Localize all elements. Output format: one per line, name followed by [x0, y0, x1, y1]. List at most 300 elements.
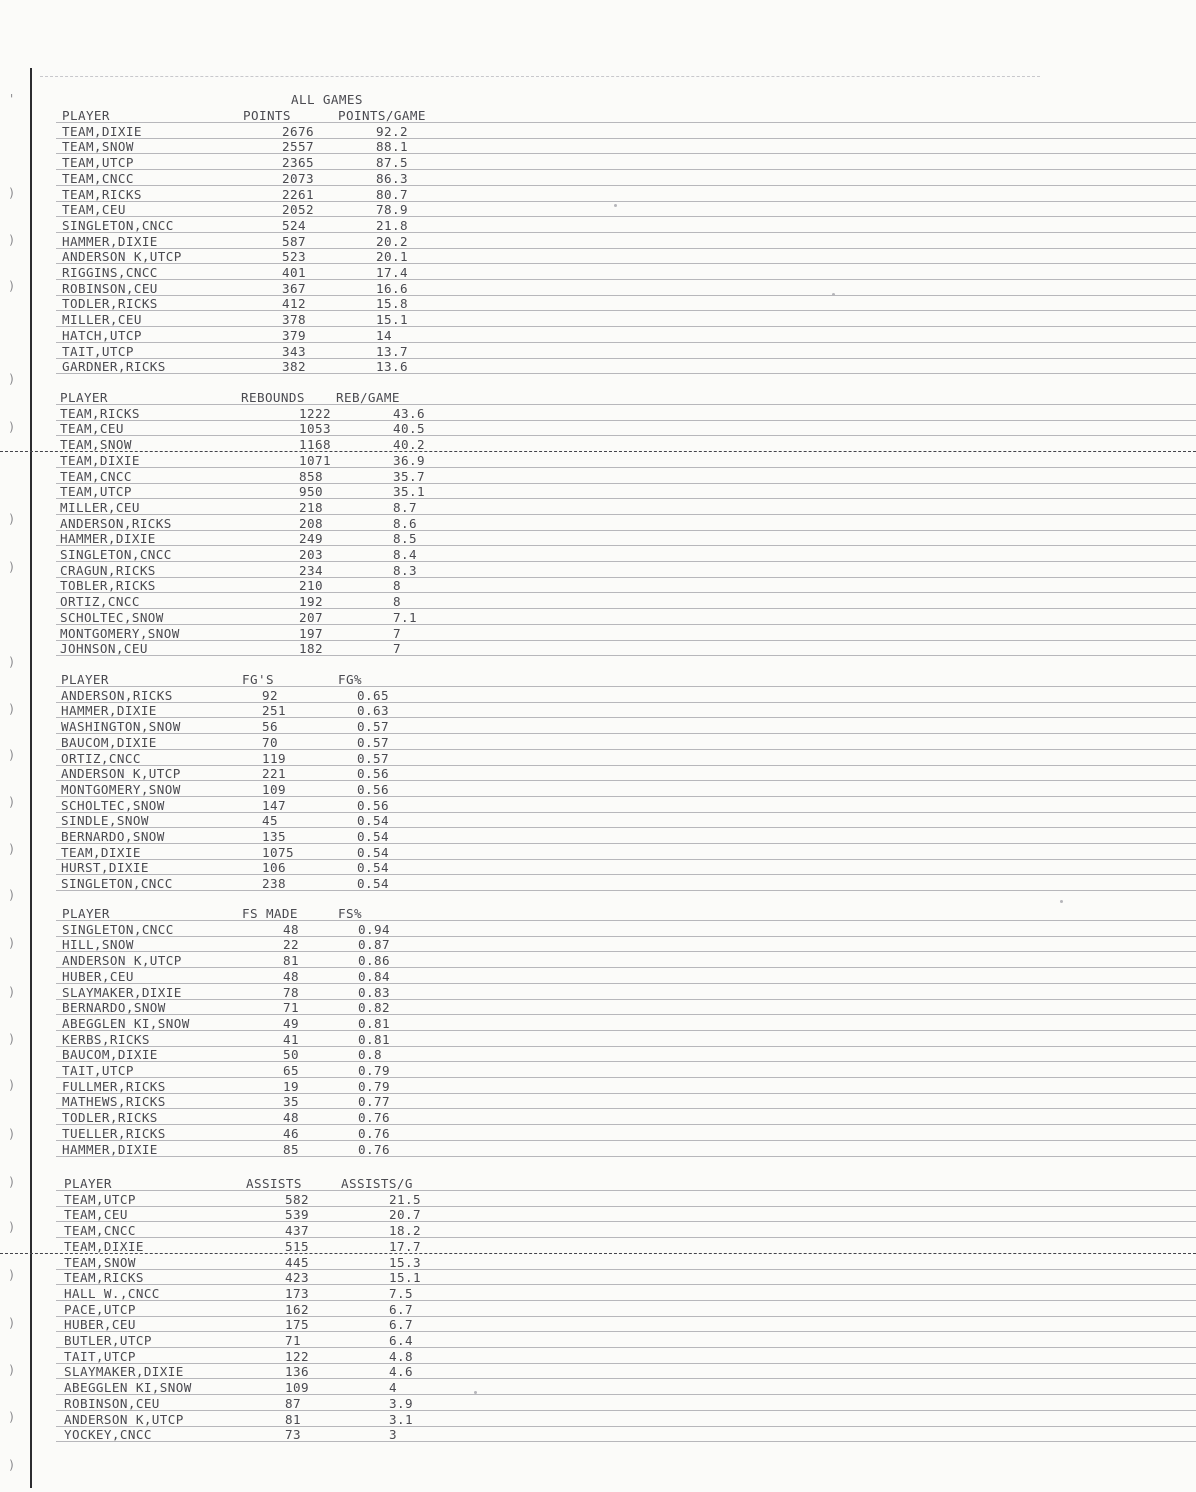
stat-rate: 8 — [393, 578, 401, 594]
player-name: YOCKEY,CNCC — [64, 1427, 152, 1443]
table-row — [0, 124, 1196, 140]
player-name: TEAM,DIXIE — [62, 123, 142, 139]
paper-speck — [832, 293, 835, 296]
table-row — [0, 453, 1196, 469]
stat-rate: 0.56 — [357, 766, 389, 782]
player-name: TEAM,SNOW — [60, 437, 132, 453]
stat-rate: 8.6 — [393, 515, 417, 531]
stat-rate: 15.1 — [389, 1270, 421, 1286]
stat-rate: 15.8 — [376, 296, 408, 312]
player-name: TEAM,CEU — [64, 1207, 128, 1223]
stat-total: 524 — [282, 217, 306, 233]
stat-rate: 4 — [389, 1380, 397, 1396]
player-name: HAMMER,DIXIE — [62, 233, 158, 249]
stat-rate: 3.9 — [389, 1395, 413, 1411]
stat-rate: 0.76 — [358, 1125, 390, 1141]
stat-total: 46 — [283, 1125, 299, 1141]
stat-rate: 0.94 — [358, 921, 390, 937]
table-row — [0, 281, 1196, 297]
stat-total: 73 — [285, 1427, 301, 1443]
column-header: FS% — [338, 906, 362, 921]
stat-rate: 3 — [389, 1427, 397, 1443]
stat-total: 437 — [285, 1223, 309, 1239]
stat-rate: 8 — [393, 594, 401, 610]
stat-rate: 15.1 — [376, 312, 408, 328]
table-row — [0, 218, 1196, 234]
table-row — [0, 703, 1196, 719]
player-name: MONTGOMERY,SNOW — [60, 625, 180, 641]
stat-rate: 0.56 — [357, 797, 389, 813]
stat-total: 70 — [262, 734, 278, 750]
table-row — [0, 1255, 1196, 1271]
player-name: TEAM,CNCC — [62, 170, 134, 186]
stat-rate: 35.1 — [393, 484, 425, 500]
table-row — [0, 437, 1196, 453]
player-name: MILLER,CEU — [60, 499, 140, 515]
player-name: TAIT,UTCP — [64, 1348, 136, 1364]
stat-rate: 0.87 — [358, 937, 390, 953]
player-name: SLAYMAKER,DIXIE — [64, 1364, 184, 1380]
stat-total: 1053 — [299, 421, 331, 437]
stat-rate: 0.76 — [358, 1110, 390, 1126]
table-row — [0, 1063, 1196, 1079]
table-row — [0, 845, 1196, 861]
stat-total: 147 — [262, 797, 286, 813]
player-name: HAMMER,DIXIE — [60, 531, 156, 547]
table-row — [0, 985, 1196, 1001]
table-row — [0, 829, 1196, 845]
stat-total: 251 — [262, 703, 286, 719]
table-row — [0, 860, 1196, 876]
stat-total: 203 — [299, 547, 323, 562]
column-header: ASSISTS — [246, 1176, 302, 1191]
table-row — [0, 1349, 1196, 1365]
column-header: PLAYER — [62, 906, 110, 921]
stat-total: 71 — [283, 1000, 299, 1016]
stat-total: 35 — [283, 1094, 299, 1110]
stat-total: 122 — [285, 1348, 309, 1364]
player-name: WASHINGTON,SNOW — [61, 719, 181, 735]
stat-total: 423 — [285, 1270, 309, 1286]
player-name: TEAM,UTCP — [64, 1191, 136, 1207]
stat-total: 85 — [283, 1141, 299, 1157]
stat-total: 197 — [299, 625, 323, 641]
stat-total: 412 — [282, 296, 306, 312]
stat-total: 523 — [282, 249, 306, 265]
table-row — [0, 516, 1196, 532]
player-name: SCHOLTEC,SNOW — [61, 797, 165, 813]
table-row — [0, 641, 1196, 657]
stat-rate: 21.5 — [389, 1191, 421, 1207]
player-name: ORTIZ,CNCC — [60, 594, 140, 610]
stat-rate: 0.79 — [358, 1078, 390, 1094]
table-row — [0, 359, 1196, 375]
stat-rate: 7.5 — [389, 1285, 413, 1301]
stat-rate: 20.1 — [376, 249, 408, 265]
stat-total: 136 — [285, 1364, 309, 1380]
player-name: MATHEWS,RICKS — [62, 1094, 166, 1110]
table-row — [0, 563, 1196, 579]
stat-total: 367 — [282, 280, 306, 296]
player-name: TEAM,UTCP — [62, 155, 134, 171]
stat-total: 49 — [283, 1015, 299, 1031]
player-name: ROBINSON,CEU — [62, 280, 158, 296]
stat-total: 950 — [299, 484, 323, 500]
table-row — [0, 1079, 1196, 1095]
stat-rate: 3.1 — [389, 1411, 413, 1427]
table-row — [0, 1223, 1196, 1239]
column-header-row — [0, 906, 1196, 922]
stat-rate: 15.3 — [389, 1254, 421, 1270]
stat-total: 2261 — [282, 186, 314, 202]
stat-total: 22 — [283, 937, 299, 953]
table-row — [0, 265, 1196, 281]
stat-total: 162 — [285, 1301, 309, 1317]
stat-rate: 13.6 — [376, 359, 408, 375]
player-name: CRAGUN,RICKS — [60, 562, 156, 578]
player-name: TEAM,SNOW — [64, 1254, 136, 1270]
stat-rate: 17.4 — [376, 265, 408, 280]
player-name: HURST,DIXIE — [61, 860, 149, 876]
stat-total: 48 — [283, 1110, 299, 1126]
stat-rate: 8.5 — [393, 531, 417, 547]
table-row — [0, 1364, 1196, 1380]
stat-rate: 20.7 — [389, 1207, 421, 1223]
stat-total: 378 — [282, 312, 306, 328]
stat-total: 2676 — [282, 123, 314, 139]
stat-rate: 6.4 — [389, 1333, 413, 1348]
stat-total: 343 — [282, 343, 306, 359]
stat-total: 401 — [282, 265, 306, 280]
paper-speck — [614, 204, 617, 207]
stat-total: 1168 — [299, 437, 331, 453]
table-row — [0, 969, 1196, 985]
stat-rate: 0.54 — [357, 860, 389, 876]
perforation-edge: ' ) ) ) ) ) ) ) ) ) ) ) ) ) ) ) ) ) ) ) ) ) ) ) ) ) — [8, 92, 16, 1472]
player-name: ABEGGLEN KI,SNOW — [62, 1015, 190, 1031]
player-name: SINDLE,SNOW — [61, 813, 149, 829]
stat-total: 238 — [262, 876, 286, 892]
stat-rate: 0.63 — [357, 703, 389, 719]
stat-total: 1075 — [262, 844, 294, 860]
column-header-row — [0, 672, 1196, 688]
stat-total: 207 — [299, 609, 323, 625]
table-row — [0, 1094, 1196, 1110]
stat-rate: 0.54 — [357, 876, 389, 892]
player-name: TEAM,CEU — [60, 421, 124, 437]
stat-rate: 0.83 — [358, 984, 390, 1000]
column-header: POINTS — [243, 108, 291, 123]
table-row — [0, 296, 1196, 312]
player-name: TAIT,UTCP — [62, 1063, 134, 1078]
stat-rate: 92.2 — [376, 123, 408, 139]
stat-rate: 18.2 — [389, 1223, 421, 1239]
player-name: BAUCOM,DIXIE — [61, 734, 157, 750]
stat-rate: 0.57 — [357, 719, 389, 735]
player-name: TEAM,RICKS — [62, 186, 142, 202]
player-name: TAIT,UTCP — [62, 343, 134, 359]
player-name: BERNARDO,SNOW — [62, 1000, 166, 1016]
player-name: HAMMER,DIXIE — [62, 1141, 158, 1157]
stat-total: 587 — [282, 233, 306, 249]
stat-rate: 0.57 — [357, 734, 389, 750]
table-row — [0, 406, 1196, 422]
stat-rate: 0.76 — [358, 1141, 390, 1157]
stat-total: 1222 — [299, 405, 331, 421]
stat-rate: 17.7 — [389, 1238, 421, 1254]
stat-total: 539 — [285, 1207, 309, 1223]
player-name: HUBER,CEU — [62, 968, 134, 984]
stat-rate: 8.4 — [393, 547, 417, 562]
player-name: MILLER,CEU — [62, 312, 142, 328]
player-name: TEAM,SNOW — [62, 139, 134, 155]
stat-total: 56 — [262, 719, 278, 735]
player-name: RIGGINS,CNCC — [62, 265, 158, 280]
table-row — [0, 1317, 1196, 1333]
table-row — [0, 1032, 1196, 1048]
player-name: TUELLER,RICKS — [62, 1125, 166, 1141]
column-header: POINTS/GAME — [338, 108, 426, 123]
stat-total: 445 — [285, 1254, 309, 1270]
stat-rate: 4.6 — [389, 1364, 413, 1380]
table-row — [0, 171, 1196, 187]
table-row — [0, 139, 1196, 155]
stat-total: 858 — [299, 468, 323, 484]
table-row — [0, 155, 1196, 171]
stat-total: 175 — [285, 1317, 309, 1333]
table-row — [0, 922, 1196, 938]
top-rule — [40, 76, 1040, 77]
report-title: ALL GAMES — [291, 92, 363, 107]
stat-rate: 0.54 — [357, 813, 389, 829]
player-name: SINGLETON,CNCC — [62, 217, 174, 233]
table-row — [0, 751, 1196, 767]
player-name: ANDERSON,RICKS — [61, 687, 173, 703]
table-row — [0, 1110, 1196, 1126]
stat-rate: 78.9 — [376, 202, 408, 218]
table-row — [0, 782, 1196, 798]
column-header: ASSISTS/G — [341, 1176, 413, 1191]
player-name: TODLER,RICKS — [62, 1110, 158, 1126]
column-header: PLAYER — [62, 108, 110, 123]
table-row — [0, 484, 1196, 500]
player-name: HILL,SNOW — [62, 937, 134, 953]
stat-rate: 8.7 — [393, 499, 417, 515]
table-row — [0, 1302, 1196, 1318]
player-name: TEAM,CNCC — [60, 468, 132, 484]
stat-rate: 0.54 — [357, 844, 389, 860]
player-name: TEAM,DIXIE — [60, 452, 140, 468]
table-row — [0, 1412, 1196, 1428]
table-row — [0, 469, 1196, 485]
player-name: ANDERSON K,UTCP — [62, 953, 182, 969]
stat-rate: 0.84 — [358, 968, 390, 984]
stat-rate: 0.65 — [357, 687, 389, 703]
column-header-row — [0, 390, 1196, 406]
stat-rate: 20.2 — [376, 233, 408, 249]
stat-rate: 16.6 — [376, 280, 408, 296]
column-header: REBOUNDS — [241, 390, 305, 405]
player-name: HUBER,CEU — [64, 1317, 136, 1333]
stat-rate: 0.56 — [357, 781, 389, 797]
stat-total: 173 — [285, 1285, 309, 1301]
stat-total: 81 — [285, 1411, 301, 1427]
player-name: TOBLER,RICKS — [60, 578, 156, 594]
stat-total: 135 — [262, 829, 286, 844]
table-row — [0, 688, 1196, 704]
table-row — [0, 1047, 1196, 1063]
table-row — [0, 1286, 1196, 1302]
table-row — [0, 578, 1196, 594]
player-name: ORTIZ,CNCC — [61, 750, 141, 766]
stat-rate: 7 — [393, 641, 401, 657]
player-name: ANDERSON K,UTCP — [61, 766, 181, 782]
stat-rate: 8.3 — [393, 562, 417, 578]
stat-rate: 43.6 — [393, 405, 425, 421]
table-row — [0, 1000, 1196, 1016]
table-row — [0, 766, 1196, 782]
table-row — [0, 610, 1196, 626]
stat-rate: 0.57 — [357, 750, 389, 766]
stat-total: 78 — [283, 984, 299, 1000]
column-header: FG% — [338, 672, 362, 687]
stat-total: 106 — [262, 860, 286, 876]
stat-rate: 6.7 — [389, 1317, 413, 1333]
stat-rate: 0.79 — [358, 1063, 390, 1078]
stat-total: 2073 — [282, 170, 314, 186]
player-name: SCHOLTEC,SNOW — [60, 609, 164, 625]
stat-total: 515 — [285, 1238, 309, 1254]
stat-total: 109 — [285, 1380, 309, 1396]
stat-rate: 86.3 — [376, 170, 408, 186]
column-header: PLAYER — [61, 672, 109, 687]
player-name: ABEGGLEN KI,SNOW — [64, 1380, 192, 1396]
player-name: ANDERSON K,UTCP — [62, 249, 182, 265]
table-row — [0, 234, 1196, 250]
table-row — [0, 626, 1196, 642]
table-row — [0, 1380, 1196, 1396]
player-name: TODLER,RICKS — [62, 296, 158, 312]
table-row — [0, 249, 1196, 265]
stat-rate: 0.82 — [358, 1000, 390, 1016]
table-row — [0, 328, 1196, 344]
table-row — [0, 798, 1196, 814]
player-name: SINGLETON,CNCC — [60, 547, 172, 562]
stat-total: 50 — [283, 1047, 299, 1063]
stat-rate: 13.7 — [376, 343, 408, 359]
player-name: PACE,UTCP — [64, 1301, 136, 1317]
stat-rate: 7 — [393, 625, 401, 641]
player-name: TEAM,UTCP — [60, 484, 132, 500]
table-row — [0, 202, 1196, 218]
stat-rate: 0.8 — [358, 1047, 382, 1063]
stat-total: 48 — [283, 968, 299, 984]
player-name: TEAM,DIXIE — [64, 1238, 144, 1254]
stat-rate: 40.5 — [393, 421, 425, 437]
stat-total: 249 — [299, 531, 323, 547]
stat-total: 87 — [285, 1395, 301, 1411]
stat-total: 221 — [262, 766, 286, 782]
stat-total: 81 — [283, 953, 299, 969]
table-row — [0, 594, 1196, 610]
table-row — [0, 1239, 1196, 1255]
table-row — [0, 1427, 1196, 1443]
player-name: FULLMER,RICKS — [62, 1078, 166, 1094]
stat-rate: 4.8 — [389, 1348, 413, 1364]
table-row — [0, 937, 1196, 953]
stat-total: 41 — [283, 1031, 299, 1047]
table-row — [0, 1270, 1196, 1286]
column-header: FG'S — [242, 672, 274, 687]
table-row — [0, 1207, 1196, 1223]
stat-total: 71 — [285, 1333, 301, 1348]
stat-rate: 6.7 — [389, 1301, 413, 1317]
table-row — [0, 1142, 1196, 1158]
stat-total: 2052 — [282, 202, 314, 218]
stat-total: 2365 — [282, 155, 314, 171]
paper-speck — [1060, 900, 1063, 903]
stat-total: 382 — [282, 359, 306, 375]
player-name: TEAM,DIXIE — [61, 844, 141, 860]
player-name: GARDNER,RICKS — [62, 359, 166, 375]
stat-total: 208 — [299, 515, 323, 531]
player-name: TEAM,CNCC — [64, 1223, 136, 1239]
player-name: HATCH,UTCP — [62, 327, 142, 343]
stat-total: 218 — [299, 499, 323, 515]
table-row — [0, 187, 1196, 203]
player-name: SINGLETON,CNCC — [62, 921, 174, 937]
stat-rate: 7.1 — [393, 609, 417, 625]
player-name: ANDERSON K,UTCP — [64, 1411, 184, 1427]
player-name: ANDERSON,RICKS — [60, 515, 172, 531]
stat-rate: 14 — [376, 327, 392, 343]
player-name: BAUCOM,DIXIE — [62, 1047, 158, 1063]
stat-total: 119 — [262, 750, 286, 766]
table-row — [0, 1192, 1196, 1208]
stat-rate: 88.1 — [376, 139, 408, 155]
column-header: REB/GAME — [336, 390, 400, 405]
table-row — [0, 1016, 1196, 1032]
table-row — [0, 1396, 1196, 1412]
column-header: PLAYER — [64, 1176, 112, 1191]
stat-rate: 0.86 — [358, 953, 390, 969]
table-row — [0, 876, 1196, 892]
stat-rate: 0.77 — [358, 1094, 390, 1110]
player-name: BERNARDO,SNOW — [61, 829, 165, 844]
stat-total: 48 — [283, 921, 299, 937]
player-name: JOHNSON,CEU — [60, 641, 148, 657]
stat-total: 582 — [285, 1191, 309, 1207]
stat-rate: 35.7 — [393, 468, 425, 484]
stat-total: 379 — [282, 327, 306, 343]
column-header-row — [0, 108, 1196, 124]
table-row — [0, 719, 1196, 735]
table-row — [0, 547, 1196, 563]
column-header: FS MADE — [242, 906, 298, 921]
table-row — [0, 1126, 1196, 1142]
table-row — [0, 421, 1196, 437]
stat-rate: 0.54 — [357, 829, 389, 844]
player-name: MONTGOMERY,SNOW — [61, 781, 181, 797]
table-row — [0, 1333, 1196, 1349]
table-row — [0, 531, 1196, 547]
table-row — [0, 813, 1196, 829]
table-row — [0, 312, 1196, 328]
player-name: TEAM,RICKS — [64, 1270, 144, 1286]
player-name: HALL W.,CNCC — [64, 1285, 160, 1301]
table-row — [0, 500, 1196, 516]
column-header: PLAYER — [60, 390, 108, 405]
